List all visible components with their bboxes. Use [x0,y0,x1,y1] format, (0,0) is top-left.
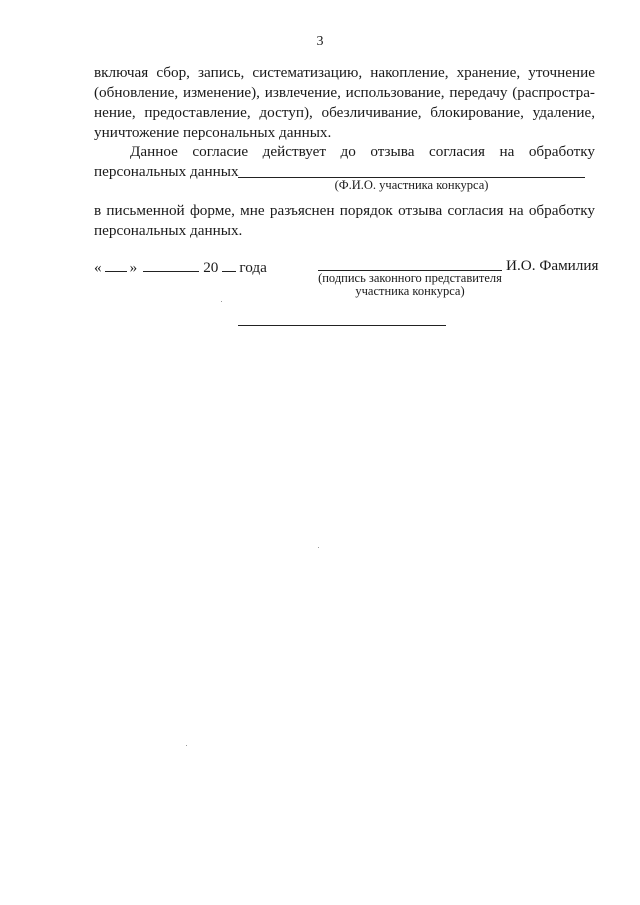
date-field [94,257,267,277]
bottom-blank-line [238,325,446,326]
date-open-quote: « [94,259,102,276]
date-close-quote: » [129,259,138,276]
withdrawal-procedure-paragraph: в письменной форме, мне разъяснен порядок отзыва согласия на обработку персональных данных. [94,202,595,239]
fio-caption: (Ф.И.О. участника конкурса) [334,178,489,192]
consent-paragraph-processing-actions: включая сбор, запись, систематизацию, накопление, хранение, уточнение (обновление, изменение), извлечение, использование, передачу (распростра-нение, предоставление, доступ), обезличивание, блокирование, удаление, уничтожение персональных данных. [94,64,595,141]
personal-data-label: персональных данных [94,163,239,180]
scan-speck [186,745,187,746]
signatory-name: И.О. Фамилия [506,257,599,274]
signature-caption: (подпись законного представителя участника конкурса) [318,271,502,298]
consent-validity-sentence: Данное согласие действует до отзыва согласия на обработку [130,143,595,160]
scan-speck [221,301,222,302]
page-number: 3 [316,34,324,49]
year-blank [222,257,236,272]
year-prefix: 20 [203,259,219,276]
scan-speck [318,547,319,548]
day-blank [105,257,127,272]
month-blank [143,257,199,272]
year-suffix: года [239,259,267,276]
